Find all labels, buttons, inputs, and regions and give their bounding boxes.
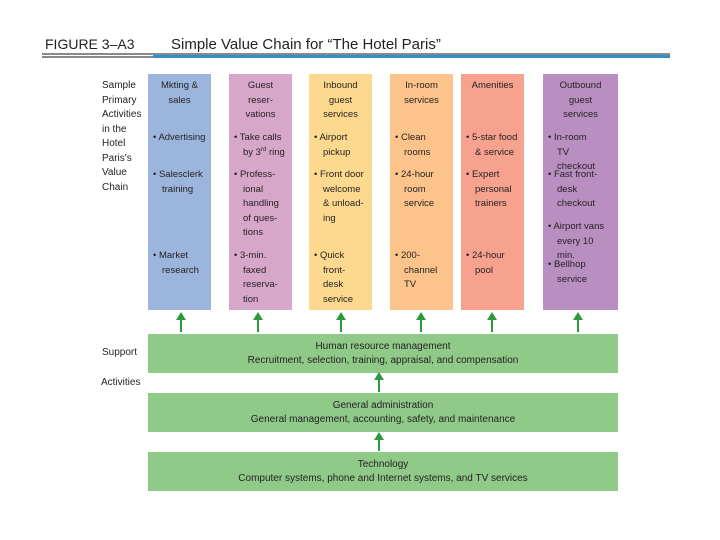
activity-item-line: • 200- <box>395 250 420 261</box>
support-activity-3 <box>148 452 618 491</box>
activity-item-line: tions <box>243 227 264 238</box>
column-heading-line: Inbound <box>323 80 358 91</box>
primary-label-line: Primary <box>102 94 137 106</box>
activity-item <box>153 249 211 278</box>
support-activity-2 <box>148 393 618 432</box>
activity-item-line: faxed <box>243 264 267 276</box>
activity-item-line: • 3-min. <box>234 250 267 261</box>
up-arrow-icon <box>486 312 498 332</box>
column-heading-line: Amenities <box>471 80 514 91</box>
column-heading-line: services <box>563 109 598 120</box>
title-rule-accent <box>153 55 670 58</box>
column-heading-line: Mkting & <box>161 80 198 91</box>
activity-item <box>314 131 372 160</box>
support-activity-1 <box>148 334 618 373</box>
activity-item-line: • Fast front- <box>548 169 598 180</box>
column-heading-line: vations <box>245 109 276 120</box>
activity-item-line: trainers <box>475 198 507 209</box>
column-heading-line: guest <box>328 94 353 106</box>
activity-item <box>466 249 524 278</box>
activity-item-line: • 24-hour <box>395 169 434 180</box>
support-label: Support <box>102 347 138 358</box>
support-activity-title: Technology <box>357 459 409 470</box>
activity-item <box>234 168 292 241</box>
activity-item-line: welcome <box>323 183 361 195</box>
activity-item-line: training <box>162 183 194 195</box>
primary-label-line: Value <box>102 167 127 178</box>
primary-column-in_room <box>390 74 453 310</box>
up-arrow-icon <box>415 312 427 332</box>
activity-item-line: • Take calls <box>234 132 282 143</box>
activity-item-line: • Front door <box>314 169 364 180</box>
activity-item <box>234 249 292 307</box>
activity-item-line: of ques- <box>243 212 278 224</box>
column-heading <box>543 79 618 123</box>
activity-item-line: desk <box>557 183 578 195</box>
activity-item <box>395 168 453 212</box>
figure-title: Simple Value Chain for “The Hotel Paris” <box>171 36 441 53</box>
up-arrow-icon <box>252 312 264 332</box>
activity-item-line: handling <box>243 198 279 209</box>
column-heading <box>229 79 292 123</box>
up-arrow-icon <box>572 312 584 332</box>
up-arrow-icon <box>373 432 385 451</box>
activity-item <box>466 131 524 160</box>
activity-item <box>153 131 211 146</box>
activity-item <box>314 168 372 226</box>
primary-column-guest_reservations <box>229 74 292 310</box>
activity-item-line: ing <box>323 212 336 224</box>
activity-item-line: checkout <box>557 198 596 209</box>
activity-item-line: & unload- <box>323 198 364 209</box>
primary-column-amenities <box>461 74 524 310</box>
activity-item-line: • Airport vans <box>548 221 605 232</box>
column-heading <box>461 79 524 94</box>
support-activity-title: General administration <box>332 400 434 411</box>
activity-item-line: service <box>323 293 354 305</box>
column-heading-line: services <box>404 94 439 106</box>
up-arrow-icon <box>373 372 385 392</box>
activity-item-line: • Salesclerk <box>153 169 203 180</box>
activity-item <box>314 249 372 307</box>
support-activity-title: Human resource management <box>315 341 451 352</box>
activity-item <box>395 131 453 160</box>
activity-item-line: tion <box>243 293 259 305</box>
activity-item-line: TV <box>404 279 417 290</box>
activity-item-line: channel <box>404 264 438 276</box>
activity-item-line: rooms <box>404 146 431 158</box>
activity-item-line: room <box>404 183 426 195</box>
activity-item-line: pool <box>475 264 493 276</box>
activity-item-line: • Market <box>153 250 188 261</box>
primary-label-line: Paris's <box>102 152 132 164</box>
primary-label-line: Activities <box>102 109 142 120</box>
activity-item-line: • Profess- <box>234 169 276 180</box>
activity-item-line: every 10 min. <box>557 235 594 261</box>
column-heading <box>390 79 453 108</box>
activity-item-line: research <box>162 264 199 276</box>
activity-item-line: service <box>404 198 435 209</box>
column-heading-line: Outbound <box>559 80 602 91</box>
activity-item-line: • 5-star food <box>466 132 518 143</box>
activity-item-line: TV checkout <box>557 146 596 172</box>
activity-item-line: • In-room <box>548 132 587 143</box>
activity-item-line: reserva- <box>243 279 278 290</box>
primary-label-line: Hotel <box>102 138 126 149</box>
column-heading <box>148 79 211 108</box>
activity-item-line: • Clean <box>395 132 426 143</box>
activities-label: Activities <box>101 377 141 388</box>
activity-item-line: ional <box>243 183 264 195</box>
column-heading-line: reser- <box>248 94 273 106</box>
activity-item-line: • Expert <box>466 169 500 180</box>
figure-label: FIGURE 3–A3 <box>45 36 135 52</box>
activity-item <box>234 131 292 160</box>
column-heading-line: sales <box>168 94 191 106</box>
activity-item-line: pickup <box>323 146 351 158</box>
primary-activities-label <box>102 79 148 195</box>
support-activity-detail: General management, accounting, safety, and maintenance <box>250 413 516 425</box>
activity-item <box>548 168 606 212</box>
primary-column-outbound <box>543 74 618 310</box>
activity-item-line: • 24-hour <box>466 250 505 261</box>
title-rule-left <box>42 56 153 58</box>
support-activity-detail: Computer systems, phone and Internet systems, and TV services <box>238 472 528 484</box>
activity-item-line: personal <box>475 183 512 195</box>
activity-item-line: • Advertising <box>153 132 206 143</box>
support-activity-detail: Recruitment, selection, training, appraisal, and compensation <box>247 354 519 366</box>
activity-item-line: desk <box>323 279 344 290</box>
up-arrow-icon <box>335 312 347 332</box>
activity-item-line: front- <box>323 264 346 276</box>
column-heading-line: In-room <box>405 80 438 91</box>
column-heading-line: services <box>323 109 358 120</box>
activity-item-line: • Bellhop <box>548 259 586 270</box>
activity-item <box>466 168 524 212</box>
column-heading-line: guest <box>568 94 593 106</box>
column-heading-line: Guest <box>247 80 274 91</box>
activity-item <box>548 220 606 264</box>
activity-item <box>395 249 453 293</box>
activity-item <box>153 168 211 197</box>
primary-column-marketing <box>148 74 211 310</box>
primary-label-line: Sample <box>102 80 136 91</box>
activity-item-line: • Airport <box>314 132 348 143</box>
activity-item-line: service <box>557 273 588 285</box>
primary-label-line: Chain <box>102 181 129 193</box>
activity-item <box>548 258 606 287</box>
activity-item-line: & service <box>475 146 515 158</box>
up-arrow-icon <box>175 312 187 332</box>
primary-label-line: in the <box>102 123 127 135</box>
primary-column-inbound <box>309 74 372 310</box>
activity-item-line: by 3rd ring <box>243 146 285 158</box>
activity-item-line: • Quick <box>314 250 345 261</box>
column-heading <box>309 79 372 123</box>
